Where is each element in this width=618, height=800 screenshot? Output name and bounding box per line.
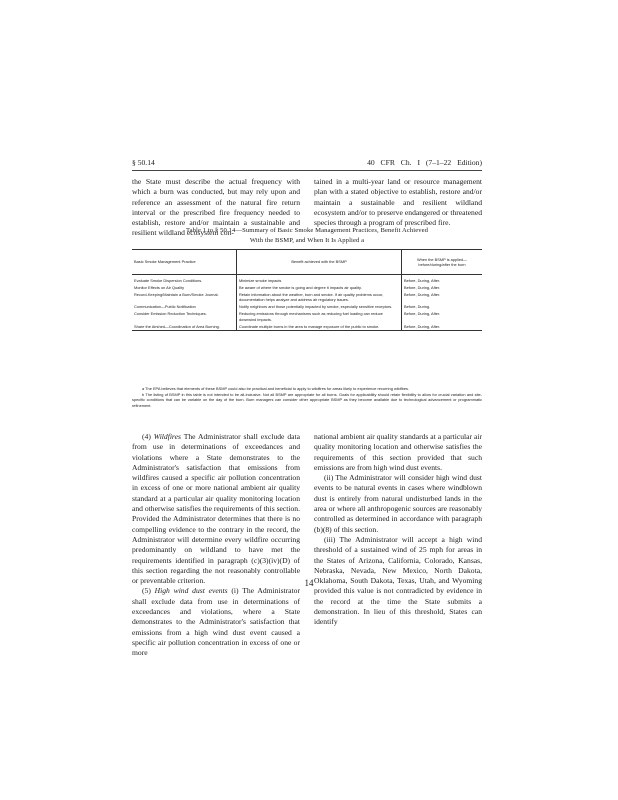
table-row [132,284,482,291]
paragraph-label: (5) [142,586,155,596]
cell-benefit: Retain information about the weather, burn and smoke. If air quality problems occur, documentation helps analyze and address air regulatory issues. [237,291,402,303]
paragraph-label: (4) [142,432,154,441]
cell-practice: Consider Emission Reduction Techniques. [134,311,207,317]
cell-practice: Monitor Effects on Air Quality [134,285,185,291]
table-footnote: a The EPA believes that elements of these BSMP could also be practical and beneficial to apply to wildfires for areas likely to experience recurring wildfires. [142,386,410,391]
cfr-citation: 40 CFR Ch. I (7–1–22 Edition) [367,158,482,167]
cell-benefit: Minimize smoke impacts [237,275,402,285]
paragraph-heading: High wind dust events [154,586,228,596]
paragraph-text: national ambient air quality standards at a particular air quality monitoring location and otherwise satisfies the requirements of this section provided that such emissions are from high wind dust events. [314,432,482,472]
table-title-line-2: With the BSMP, and When It Is Applied a [249,237,365,244]
page-number: 14 [304,578,314,588]
table-row [132,291,482,303]
paragraph-continuation [314,432,482,473]
header-rule [132,170,482,171]
paragraph-label: (iii) [324,534,340,544]
paragraph-wildfires [132,432,300,586]
running-header [132,158,482,170]
table-footnote: b The listing of BSMP in this table is not intended to be all-inclusive. Not all BSMP are appropriate for all burns. Goals for applicability should retain flexibility to allow for crucial variation and site-specific conditions that can be variable on the day of the burn. Burn managers can consider other appropriate BSMP as they become available due to technological advancement or programmatic refinement. [132,392,482,408]
paragraph-label: (ii) [324,473,336,483]
body-right-column [314,432,482,628]
cell-when: Before, During. [404,304,431,310]
body-left-column [132,432,300,659]
paragraph-text: The Administrator will consider high wind dust events to be natural events in cases where windblown dust is entirely from natural undisturbed lands in the area or where all anthropogenic sources are reasonably controlled as determined in accordance with paragraph (b)(8) of this section. [314,473,482,534]
cell-benefit: Coordinate multiple burns in the area to manage exposure of the public to smoke. [237,323,402,331]
table-body [132,275,482,331]
intro-left-text: the State must describe the actual frequency with which a burn was conducted, but may rely upon and reference an assessment of the natural fire return interval or the prescribed fire frequency needed to establish, restore and/or maintain a sustainable and resilient wildland ecosystem con- [132,177,300,238]
column-header-when: When the BSMP is applied—before/during/after the burn [402,250,483,275]
cell-when: Before, During, After. [404,278,441,283]
paragraph-text: The Administrator will accept a high wind threshold of a sustained wind of 25 mph for areas in the States of Arizona, California, Colorado, Kansas, Nebraska, Nevada, New Mexico, North Dakota, Oklahoma, South Dakota, Texas, Utah, and Wyoming provided this value is not contradicted by evidence in the record at the time the State submits a demonstration. In lieu of this threshold, States can identify [314,534,482,627]
table-title [132,226,482,246]
column-header-benefit: Benefit achieved with the BSMP [237,250,402,275]
table-row [132,323,482,331]
paragraph-text: (i) The Administrator shall exclude data from use in determinations of exceedances and violations, where a State demonstrates to the Administrator's satisfaction that emissions from a high wind dust event caused a specific air pollution concentration in excess of one or more [132,586,300,658]
table-footnotes [132,386,482,409]
cell-when: Before, During, After. [404,285,441,291]
table-header [132,250,482,275]
cell-practice: Record-Keeping/Maintain a Burn/Smoke Journal. [134,292,219,298]
column-header-practice: Basic Smoke Management Practice [132,250,237,275]
cell-benefit: Reducing emissions through mechanisms such as reducing fuel loading can reduce downwind impacts. [237,310,402,322]
paragraph-natural-events [314,473,482,535]
cell-when: Before, During, After. [404,311,441,317]
paragraph-text: The Administrator shall exclude data from use in determinations of exceedances and violations where a State demonstrates to the Administrator's satisfaction that emissions from wildfires caused a specific air pollution concentration in excess of one or more national ambient air quality standard at a particular air quality monitoring location and otherwise satisfies the requirements of this section. Provided the Administrator determines that there is no compelling evidence to the contrary in the record, the Administrator will determine every wildfire occurring predominantly on wildland to have met the requirements identified in paragraph (c)(3)(iv)(D) of this section regarding the not reasonably controllable or preventable criterion. [132,432,300,586]
paragraph-high-wind-dust [132,586,300,658]
cell-practice: Evaluate Smoke Dispersion Conditions. [134,278,203,283]
cell-benefit: Notify neighbors and those potentially impacted by smoke, especially sensitive receptors. [237,303,402,310]
cell-when: Before, During, After. [402,323,483,331]
cell-practice: Communication—Public Notification [134,304,196,310]
intro-right-text: tained in a multi-year land or resource management plan with a stated objective to establish, restore and/or maintain a sustainable and resilient wildland ecosystem and/or to preserve endangered or threatened species through a program of prescribed fire. [314,177,482,228]
table-title-line-1: Table 1 to § 50.14—Summary of Basic Smoke Management Practices, Benefit Achieved [185,227,429,234]
cell-practice: Share the Airshed—Coordination of Area Burning. [132,323,237,331]
intro-right-column [314,177,482,228]
cell-benefit: Be aware of where the smoke is going and degree it impacts air quality. [237,284,402,291]
table-header-row [132,250,482,275]
table-row [132,275,482,285]
table-row [132,310,482,322]
table-row [132,303,482,310]
bsmp-table [132,249,482,331]
cell-when: Before, During, After. [404,292,441,298]
section-number: § 50.14 [132,158,155,167]
paragraph-heading: Wildfires [153,432,181,441]
